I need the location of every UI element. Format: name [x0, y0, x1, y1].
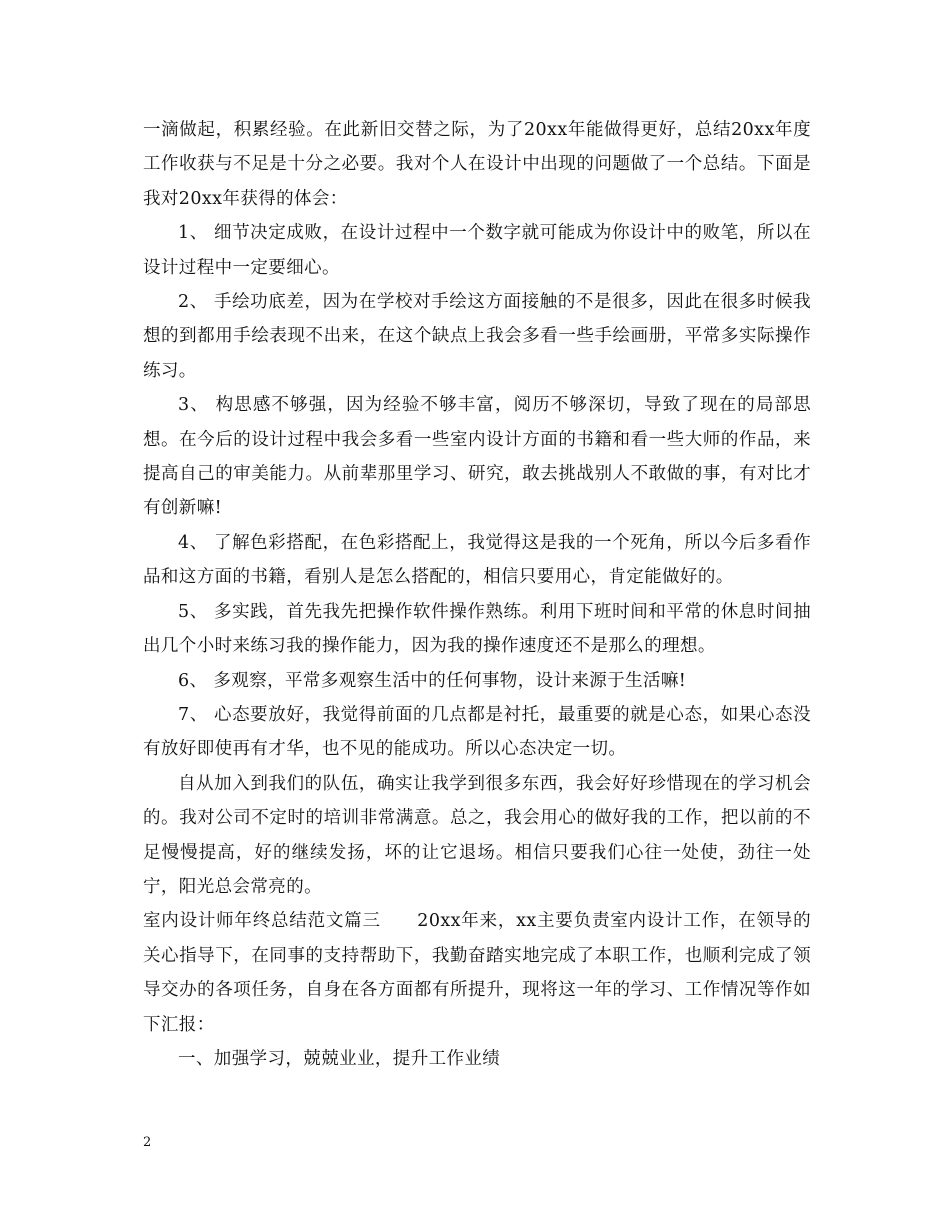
paragraph-point-5: 5、 多实践，首先我先把操作软件操作熟练。利用下班时间和平常的休息时间抽出几个小时来练习我的操作能力，因为我的操作速度还不是那么的理想。 [143, 601, 811, 657]
paragraph-point-6: 6、 多观察，平常多观察生活中的任何事物，设计来源于生活嘛! [178, 670, 687, 691]
paragraph-article-three: 室内设计师年终总结范文篇三 20xx年来，xx主要负责室内设计工作，在领导的关心指导下，在同事的支持帮助下，我勤奋踏实地完成了本职工作，也顺利完成了领导交办的各项任务，自身在各方面都有所提升，现将这一年的学习、工作情况等作如下汇报： [143, 911, 811, 1035]
section-heading-one: 一、加强学习，兢兢业业，提升工作业绩 [178, 1048, 501, 1069]
paragraph-intro: 一滴做起，积累经验。在此新旧交替之际，为了20xx年能做得更好，总结20xx年度工作收获与不足是十分之必要。我对个人在设计中出现的问题做了一个总结。下面是我对20xx年获得的体会： [143, 120, 811, 209]
page-number: 2 [143, 1135, 152, 1150]
paragraph-point-3: 3、 构思感不够强，因为经验不够丰富，阅历不够深切，导致了现在的局部思想。在今后的设计过程中我会多看一些室内设计方面的书籍和看一些大师的作品，来提高自己的审美能力。从前辈那里学习、研究，敢去挑战别人不敢做的事，有对比才有创新嘛! [143, 395, 811, 519]
paragraph-point-2: 2、 手绘功底差，因为在学校对手绘这方面接触的不是很多，因此在很多时候我想的到都用手绘表现不出来，在这个缺点上我会多看一些手绘画册，平常多实际操作练习。 [143, 292, 811, 381]
paragraph-closing: 自从加入到我们的队伍，确实让我学到很多东西，我会好好珍惜现在的学习机会的。我对公司不定时的培训非常满意。总之，我会用心的做好我的工作，把以前的不足慢慢提高，好的继续发扬，坏的让它退场。相信只要我们心往一处使，劲往一处宁，阳光总会常亮的。 [143, 773, 811, 897]
paragraph-point-1: 1、 细节决定成败，在设计过程中一个数字就可能成为你设计中的败笔，所以在设计过程中一定要细心。 [143, 223, 811, 278]
paragraph-point-4: 4、 了解色彩搭配，在色彩搭配上，我觉得这是我的一个死角，所以今后多看作品和这方面的书籍，看别人是怎么搭配的，相信只要用心，肯定能做好的。 [143, 532, 811, 588]
paragraph-point-7: 7、 心态要放好，我觉得前面的几点都是衬托，最重要的就是心态，如果心态没有放好即使再有才华，也不见的能成功。所以心态决定一切。 [143, 704, 811, 760]
document-body [143, 113, 811, 1076]
